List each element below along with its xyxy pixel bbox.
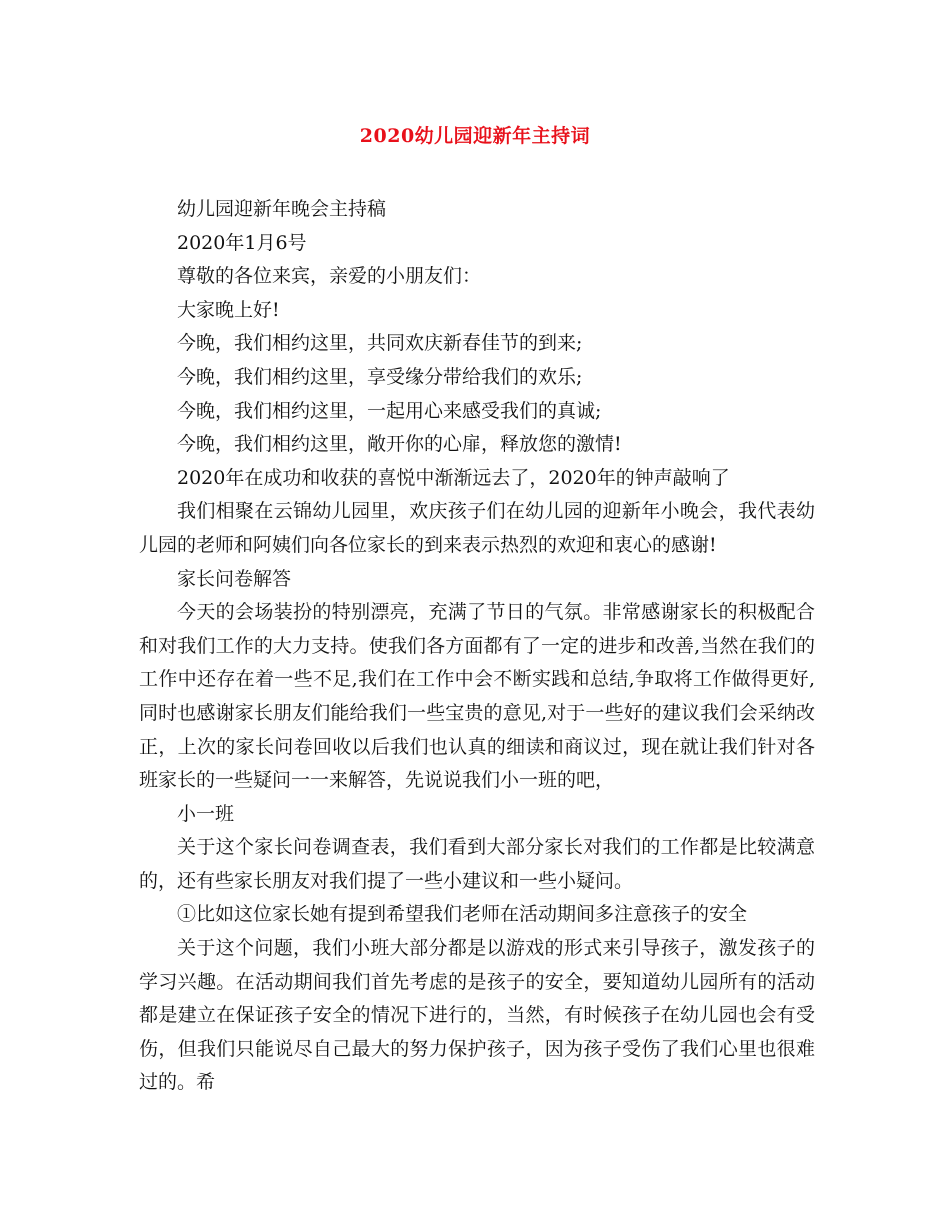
paragraph: 大家晚上好!: [177, 298, 280, 321]
paragraph: 今晚，我们相约这里，享受缘分带给我们的欢乐;: [177, 365, 583, 388]
paragraph: 家长问卷解答: [177, 567, 292, 590]
paragraph: 关于这个家长问卷调查表，我们看到大部分家长对我们的工作都是比较满意的，还有些家长朋友对我们提了一些小建议和一些小疑问。: [139, 836, 815, 892]
paragraph: 小一班: [177, 802, 235, 825]
paragraph: 2020年在成功和收获的喜悦中渐渐远去了，2020年的钟声敲响了: [177, 466, 730, 489]
paragraph: 今晚，我们相约这里，一起用心来感受我们的真诚;: [177, 399, 602, 422]
paragraph: 尊敬的各位来宾，亲爱的小朋友们：: [177, 265, 482, 288]
paragraph: ①比如这位家长她有提到希望我们老师在活动期间多注意孩子的安全: [177, 903, 748, 926]
document-body: [139, 193, 815, 1100]
paragraph: 2020年1月6号: [177, 231, 307, 254]
paragraph: 幼儿园迎新年晚会主持稿: [177, 198, 387, 220]
paragraph: 关于这个问题，我们小班大部分都是以游戏的形式来引导孩子，激发孩子的学习兴趣。在活动期间我们首先考虑的是孩子的安全，要知道幼儿园所有的活动都是建立在保证孩子安全的情况下进行的，当然，有时候孩子在幼儿园也会有受伤，但我们只能说尽自己最大的努力保护孩子，因为孩子受伤了我们心里也很难过的。希: [139, 937, 815, 1094]
paragraph: 我们相聚在云锦幼儿园里，欢庆孩子们在幼儿园的迎新年小晚会，我代表幼儿园的老师和阿姨们向各位家长的到来表示热烈的欢迎和衷心的感谢!: [139, 500, 815, 556]
paragraph: 今晚，我们相约这里，共同欢庆新春佳节的到来;: [177, 332, 583, 355]
paragraph: 今天的会场装扮的特别漂亮，充满了节日的气氛。非常感谢家长的积极配合和对我们工作的大力支持。使我们各方面都有了一定的进步和改善,当然在我们的工作中还存在着一些不足,我们在工作中会不断实践和总结,争取将工作做得更好,同时也感谢家长朋友们能给我们一些宝贵的意见,对于一些好的建议我们会采纳改正，上次的家长问卷回收以后我们也认真的细读和商议过，现在就让我们针对各班家长的一些疑问一一来解答，先说说我们小一班的吧，: [139, 601, 815, 792]
paragraph: 今晚，我们相约这里，敞开你的心扉，释放您的激情!: [177, 433, 622, 456]
document-title: 2020幼儿园迎新年主持词: [359, 125, 591, 147]
